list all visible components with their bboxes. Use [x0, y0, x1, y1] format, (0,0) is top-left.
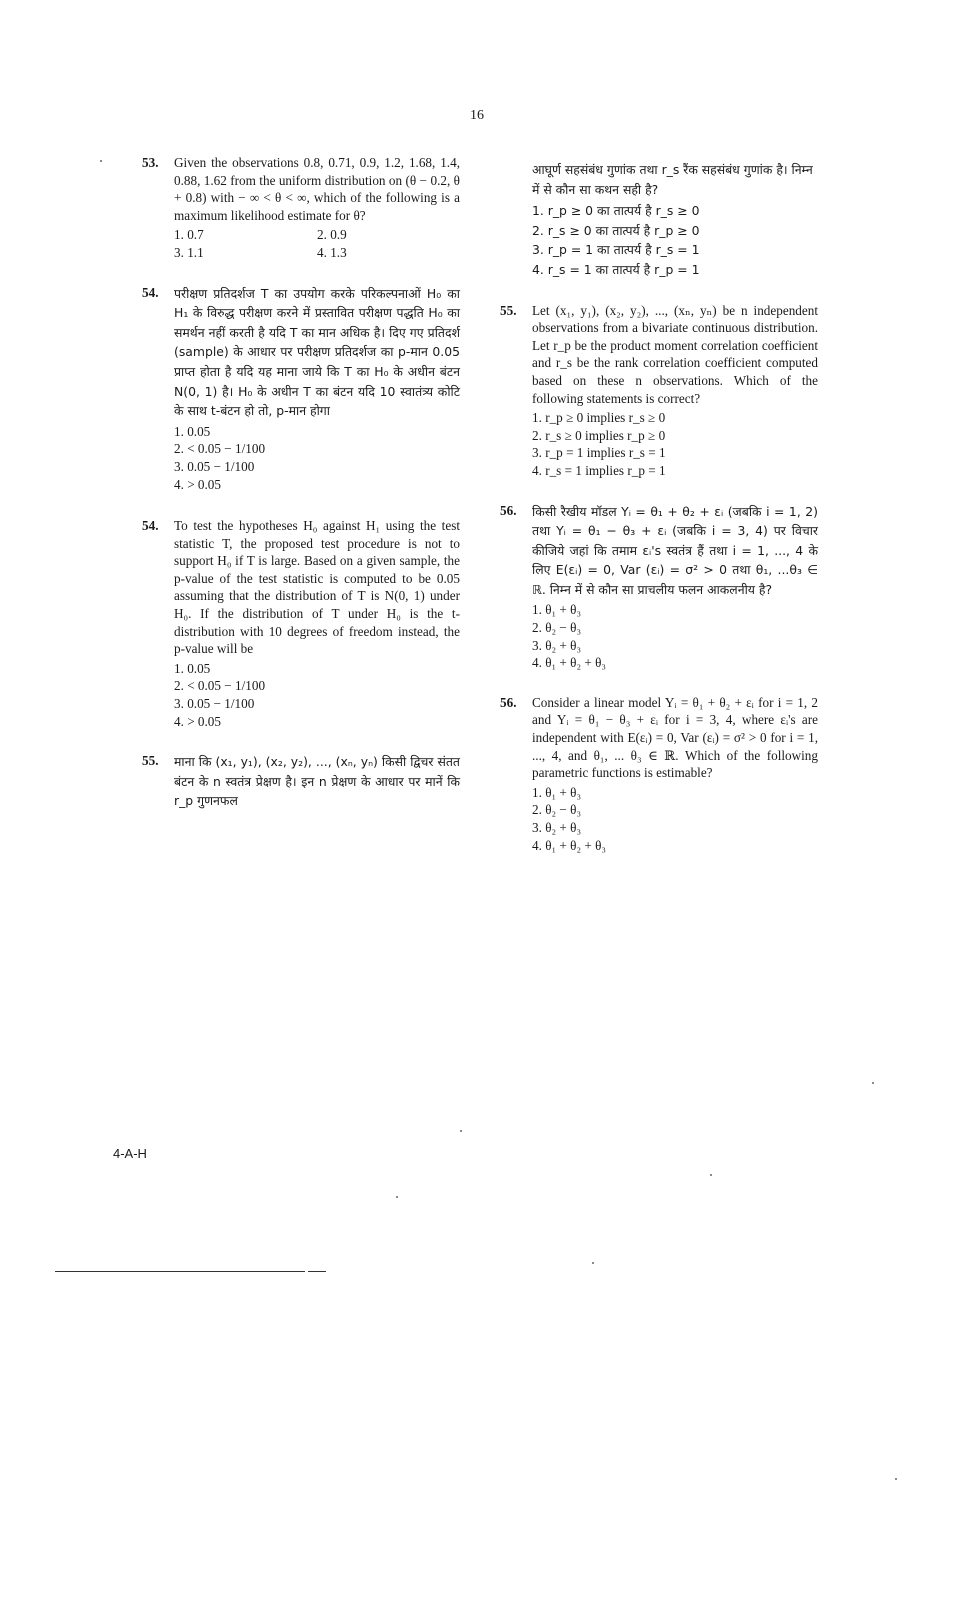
option-1: 1. 0.7	[174, 227, 204, 243]
question-number: 54.	[142, 518, 159, 534]
option-4: 4. 1.3	[317, 244, 347, 260]
options-list	[532, 784, 818, 854]
question-54-hindi	[142, 284, 460, 494]
option-2: 2. < 0.05 − 1/100	[174, 441, 266, 457]
option-2: 2. θ₂ − θ₃	[532, 620, 582, 636]
options-list	[174, 226, 460, 261]
question-text: किसी रैखीय मॉडल Yᵢ = θ₁ + θ₂ + εᵢ (जबकि i = 1, 2) तथा Yᵢ = θ₁ − θ₃ + εᵢ (जबकि i = 3, 4) पर विचार कीजिये जहां कि तमाम εᵢ's स्वतंत्र हैं तथा i = 1, ..., 4 के लिए E(εᵢ) = 0, Var (εᵢ) = σ² > 0 तथा θ₁, ...θ₃ ∈ ℝ. निम्न में से कौन सा प्राचलीय फलन आकलनीय है?	[532, 503, 818, 597]
option-3: 3. θ₂ + θ₃	[532, 637, 582, 653]
option-3: 3. 1.1	[174, 244, 204, 260]
booklet-code: 4-A-H	[113, 1146, 147, 1161]
option-4: 4. > 0.05	[174, 476, 221, 492]
question-number: 55.	[142, 753, 159, 769]
option-2: 2. < 0.05 − 1/100	[174, 678, 266, 694]
question-text: Let (x₁, y₁), (x₂, y₂), ..., (xₙ, yₙ) be n independent observations from a bivariate continuous distribution. Let r_p be the product moment correlation coefficient and r_s be the rank correlation coefficient computed based on these n observations. Which of the following statements is correct?	[532, 302, 818, 406]
option-1: 1. r_p ≥ 0 implies r_s ≥ 0	[532, 410, 666, 426]
option-3: 3. 0.05 − 1/100	[174, 458, 255, 474]
question-text: माना कि (x₁, y₁), (x₂, y₂), ..., (xₙ, yₙ) किसी द्विचर संतत बंटन के n स्वतंत्र प्रेक्षण है। इन n प्रेक्षण के आधार पर मानें कि r_p गुणनफल	[174, 754, 460, 809]
option-1: 1. θ₁ + θ₃	[532, 784, 582, 800]
option-2: 2. θ₂ − θ₃	[532, 802, 582, 818]
question-number: 56.	[500, 502, 517, 518]
question-number: 56.	[500, 694, 517, 710]
question-number: 53.	[142, 155, 159, 170]
option-4: 4. r_s = 1 implies r_p = 1	[532, 462, 666, 478]
question-text: To test the hypotheses H₀ against H₁ using the test statistic T, the proposed test procedure is not to support H₀ if T is large. Based on a given sample, the p-value of the test statistic is computed to be 0.05 assuming that the distribution of T is N(0, 1) under H₀. If the distribution of T under H₀ is the t-distribution with 10 degrees of freedom instead, the p-value will be	[174, 518, 460, 657]
scan-speck	[592, 1262, 594, 1264]
question-53	[142, 154, 460, 262]
scan-speck	[396, 1196, 398, 1198]
question-text: आघूर्ण सहसंबंध गुणांक तथा r_s रैंक सहसंबंध गुणांक है। निम्न में से कौन सा कथन सही है?	[532, 162, 813, 197]
scan-speck	[710, 1174, 712, 1176]
option-3: 3. 0.05 − 1/100	[174, 696, 255, 712]
question-56-english	[500, 694, 818, 854]
options-list	[532, 601, 818, 671]
option-4: 4. > 0.05	[174, 713, 221, 729]
options-list	[532, 409, 818, 479]
option-4: 4. θ₁ + θ₂ + θ₃	[532, 655, 606, 671]
question-56-hindi	[500, 502, 818, 672]
bottom-rule	[55, 1271, 305, 1272]
question-55-hindi-start	[142, 752, 460, 811]
option-1: 1. r_p ≥ 0 का तात्पर्य है r_s ≥ 0	[532, 203, 700, 219]
scan-speck	[872, 1082, 874, 1084]
option-1: 1. 0.05	[174, 423, 211, 439]
options-list	[174, 660, 460, 730]
option-3: 3. r_p = 1 implies r_s = 1	[532, 445, 666, 461]
bottom-rule-dash	[308, 1271, 326, 1272]
page-number: 16	[470, 108, 484, 123]
question-55-english	[500, 302, 818, 480]
question-55-hindi-continued	[500, 160, 818, 280]
options-list	[174, 423, 460, 493]
question-number: 55.	[500, 302, 517, 318]
question-number: 54.	[142, 284, 159, 300]
option-1: 1. θ₁ + θ₃	[532, 602, 582, 618]
right-column	[500, 160, 818, 876]
option-2: 2. r_s ≥ 0 का तात्पर्य है r_p ≥ 0	[532, 222, 700, 238]
scan-speck	[100, 160, 102, 162]
option-2: 2. r_s ≥ 0 implies r_p ≥ 0	[532, 427, 666, 443]
question-text: Given the observations 0.8, 0.71, 0.9, 1.2, 1.68, 1.4, 0.88, 1.62 from the uniform distribution on (θ − 0.2, θ + 0.8) with − ∞ < θ < ∞, which of the following is a maximum likelihood estimate for θ?	[174, 155, 460, 223]
option-4: 4. r_s = 1 का तात्पर्य है r_p = 1	[532, 261, 700, 277]
option-3: 3. r_p = 1 का तात्पर्य है r_s = 1	[532, 242, 700, 258]
left-column	[142, 154, 460, 833]
question-text: परीक्षण प्रतिदर्शज T का उपयोग करके परिकल्पनाओं H₀ का H₁ के विरुद्ध परीक्षण करने में प्रस्तावित परीक्षण पद्धति H₀ का समर्थन नहीं करती है यदि T का मान अधिक है। दिए गए प्रतिदर्श (sample) के आधार पर परीक्षण प्रतिदर्शज का p-मान 0.05 प्राप्त होता है यदि यह माना जाये कि T का H₀ के अधीन बंटन N(0, 1) है। H₀ के अधीन T का बंटन यदि 10 स्वातंत्र्य कोटि के साथ t-बंटन हो तो, p-मान होगा	[174, 285, 460, 419]
option-2: 2. 0.9	[317, 227, 347, 243]
option-4: 4. θ₁ + θ₂ + θ₃	[532, 837, 606, 853]
option-3: 3. θ₂ + θ₃	[532, 820, 582, 835]
scan-speck	[895, 1478, 897, 1480]
question-text: Consider a linear model Yᵢ = θ₁ + θ₂ + εᵢ for i = 1, 2 and Yᵢ = θ₁ − θ₃ + εᵢ for i = 3, 4, where εᵢ's are independent with E(εᵢ) = 0, Var (εᵢ) = σ² > 0 for i = 1, ..., 4, and θ₁, ... θ₃ ∈ ℝ. Which of the following parametric functions is estimable?	[532, 694, 818, 781]
question-54-english	[142, 517, 460, 730]
scan-speck	[460, 1130, 462, 1132]
option-1: 1. 0.05	[174, 660, 211, 676]
options-list	[532, 201, 818, 279]
